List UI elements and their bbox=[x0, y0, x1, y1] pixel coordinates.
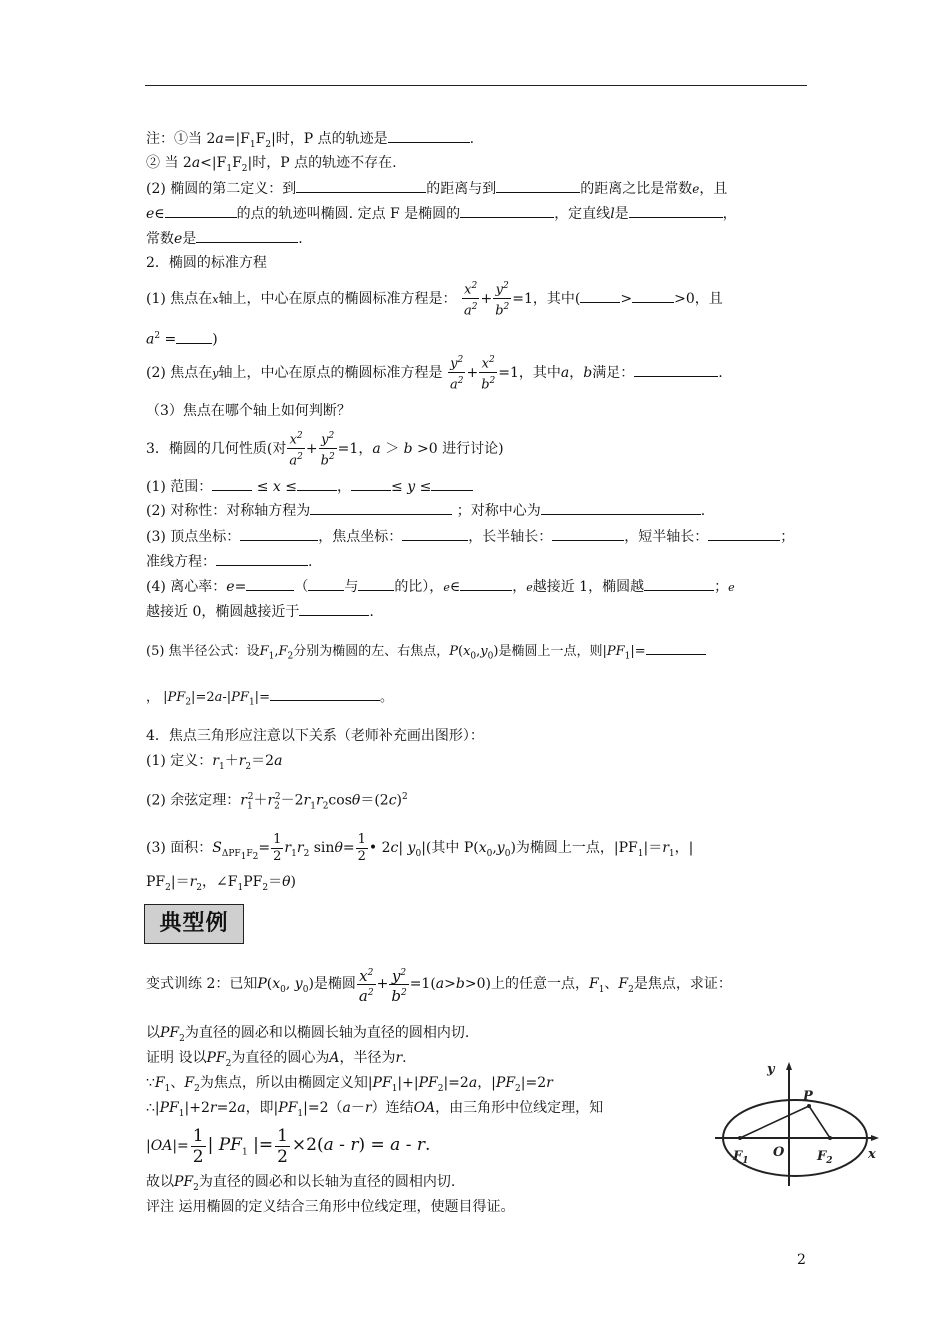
blank bbox=[299, 601, 369, 616]
blank bbox=[634, 362, 718, 377]
standard-equation-1-cont: $a^2$ = ) bbox=[146, 326, 218, 350]
blank bbox=[402, 526, 468, 541]
range-line: (1) 范围： ≤ x ≤ ， ≤ y ≤ bbox=[146, 476, 473, 497]
section-4-title: 4．焦点三角形应注意以下关系（老师补充画出图形）： bbox=[146, 728, 484, 744]
proof-comment: 评注 运用椭圆的定义结合三角形中位线定理，使题目得证。 bbox=[146, 1199, 515, 1215]
blank bbox=[240, 526, 318, 541]
focal-radius-line: (5) 焦半径公式：设$F_1,F_2$分别为椭圆的左、右焦点，$P(x_0,y_0)$是椭圆上一点，则$|PF_1|=$ bbox=[146, 640, 706, 667]
second-definition-line-3: 常数e是 . bbox=[146, 228, 303, 249]
blank bbox=[297, 476, 337, 491]
label-y: y bbox=[767, 1062, 775, 1077]
eccentricity-line: (4) 离心率：e= （ 与 的比），e∈ ，e越接近 1，椭圆越 ；e bbox=[146, 576, 735, 598]
blank bbox=[388, 128, 470, 143]
triangle-definition: (1) 定义：$r_1+r_2=2a$ bbox=[146, 753, 283, 772]
triangle-area: (3) 面积：$S_{\Delta PF_1F_2}=$ $\frac{1}{2}$ $r_1r_2$ sinθ= $\frac{1}{2}$ • 2c| $y_0|$(其中 $P(x_0,y_0)$为椭圆上一点，$|PF_1|=r_1$，| bbox=[146, 831, 694, 864]
note-line-2: ② 当 $2a<|F_1F_2|$时，P 点的轨迹不存在. bbox=[146, 155, 397, 174]
label-f1: $F_1$ bbox=[733, 1149, 749, 1166]
blank bbox=[196, 228, 298, 243]
section-2-title: 2．椭圆的标准方程 bbox=[146, 255, 267, 271]
second-definition-line-2: e∈ 的点的轨迹叫椭圆. 定点 F 是椭圆的 ，定直线l是 ， bbox=[146, 203, 737, 224]
label-p: P bbox=[803, 1089, 813, 1104]
blank bbox=[541, 500, 701, 515]
header-rule bbox=[145, 85, 807, 86]
blank bbox=[212, 476, 252, 491]
example-statement-cont: 以$PF_2$为直径的圆必和以椭圆长轴为直径的圆相内切. bbox=[146, 1025, 470, 1044]
blank bbox=[580, 288, 620, 303]
point-p bbox=[807, 1104, 811, 1108]
segment-pf1 bbox=[740, 1106, 809, 1138]
proof-line-3: $\therefore|PF_1|+2r=2a$，即$|PF_1|=2(a-r)$连结OA，由三角形中位线定理，知 bbox=[146, 1100, 604, 1119]
proof-line-4: |OA|= $\frac{1}{2}$ | $PF_1$ |= $\frac{1}{2}$ ×2(a - r) = a - r. bbox=[146, 1125, 431, 1167]
vertex-line: (3) 顶点坐标： ，焦点坐标： ，长半轴长： ，短半轴长： ； bbox=[146, 526, 794, 547]
blank bbox=[165, 203, 237, 218]
point-f1 bbox=[738, 1136, 742, 1140]
standard-equation-1: (1) 焦点在x轴上，中心在原点的椭圆标准方程是： $\frac{x^2}{a^2}$ + $\frac{y^2}{b^2}$ =1，其中( > >0，且 bbox=[146, 278, 723, 320]
label-o: O bbox=[773, 1145, 785, 1160]
blank bbox=[552, 526, 624, 541]
eccentricity-line-cont: 越接近 0，椭圆越接近于 . bbox=[146, 601, 374, 622]
blank bbox=[176, 329, 212, 344]
blank bbox=[460, 203, 554, 218]
triangle-cosine-law: (2) 余弦定理：$r_1^2+r_2^2-2r_1r_2\cos\theta=(2c)^2$ bbox=[146, 792, 408, 812]
label-x: x bbox=[868, 1147, 876, 1162]
blank bbox=[296, 178, 426, 193]
blank bbox=[310, 500, 452, 515]
standard-equation-2: (2) 焦点在y轴上，中心在原点的椭圆标准方程是 $\frac{y^2}{a^2}$ + $\frac{x^2}{b^2}$ =1，其中a，b满足： . bbox=[146, 352, 723, 394]
blank bbox=[708, 526, 780, 541]
proof-conclusion: 故以$PF_2$为直径的圆必和以长轴为直径的圆相内切. bbox=[146, 1174, 456, 1193]
blank bbox=[246, 576, 294, 591]
blank bbox=[431, 476, 473, 491]
section-heading-box: 典型例 bbox=[144, 904, 244, 944]
blank bbox=[460, 576, 512, 591]
blank bbox=[644, 576, 714, 591]
blank bbox=[351, 476, 391, 491]
ellipse-figure bbox=[715, 1058, 885, 1193]
standard-equation-3: （3）焦点在哪个轴上如何判断？ bbox=[146, 403, 351, 419]
blank bbox=[270, 686, 380, 701]
page-number: 2 bbox=[797, 1252, 806, 1268]
directrix-line: 准线方程： . bbox=[146, 551, 312, 572]
note-line-1: 注：①当 $2a=|F_1F_2|$时，P 点的轨迹是 . bbox=[146, 128, 474, 155]
blank bbox=[496, 178, 580, 193]
blank bbox=[629, 203, 723, 218]
blank bbox=[646, 640, 706, 655]
proof-line-2: $\because F_1$、$F_2$为焦点，所以由椭圆定义知$|PF_1|+|PF_2|=2a$，$|PF_2|=2r$ bbox=[146, 1075, 553, 1094]
blank bbox=[632, 288, 674, 303]
point-f2 bbox=[828, 1136, 832, 1140]
segment-pf2 bbox=[809, 1106, 830, 1138]
second-definition-line-1: (2) 椭圆的第二定义：到 的距离与到 的距离之比是常数e，且 bbox=[146, 178, 727, 199]
section-3-title: 3．椭圆的几何性质(对 $\frac{x^2}{a^2}$ + $\frac{y^2}{b^2}$ =1，a ＞ b >0 进行讨论) bbox=[146, 428, 504, 470]
focal-radius-line-2: ， $|PF_2|=2a-|PF_1|=$ 。 bbox=[146, 686, 393, 713]
triangle-area-cont: $PF_2|=r_2$，$\angle F_1PF_2=\theta$) bbox=[146, 874, 296, 893]
blank bbox=[358, 576, 394, 591]
proof-line-1: 证明 设以$PF_2$为直径的圆心为A，半径为r. bbox=[146, 1050, 407, 1069]
blank bbox=[216, 551, 308, 566]
blank bbox=[308, 576, 344, 591]
symmetry-line: (2) 对称性：对称轴方程为 ；对称中心为 . bbox=[146, 500, 705, 521]
label-f2: $F_2$ bbox=[817, 1149, 833, 1166]
example-statement: 变式训练 2：已知$P(x_0$, $y_0$)是椭圆 $\frac{x^2}{a^2}$ + $\frac{y^2}{b^2}$ =1(a>b>0)上的任意一点，$F_1$、$F_2$是焦点，求证： bbox=[146, 966, 732, 1005]
